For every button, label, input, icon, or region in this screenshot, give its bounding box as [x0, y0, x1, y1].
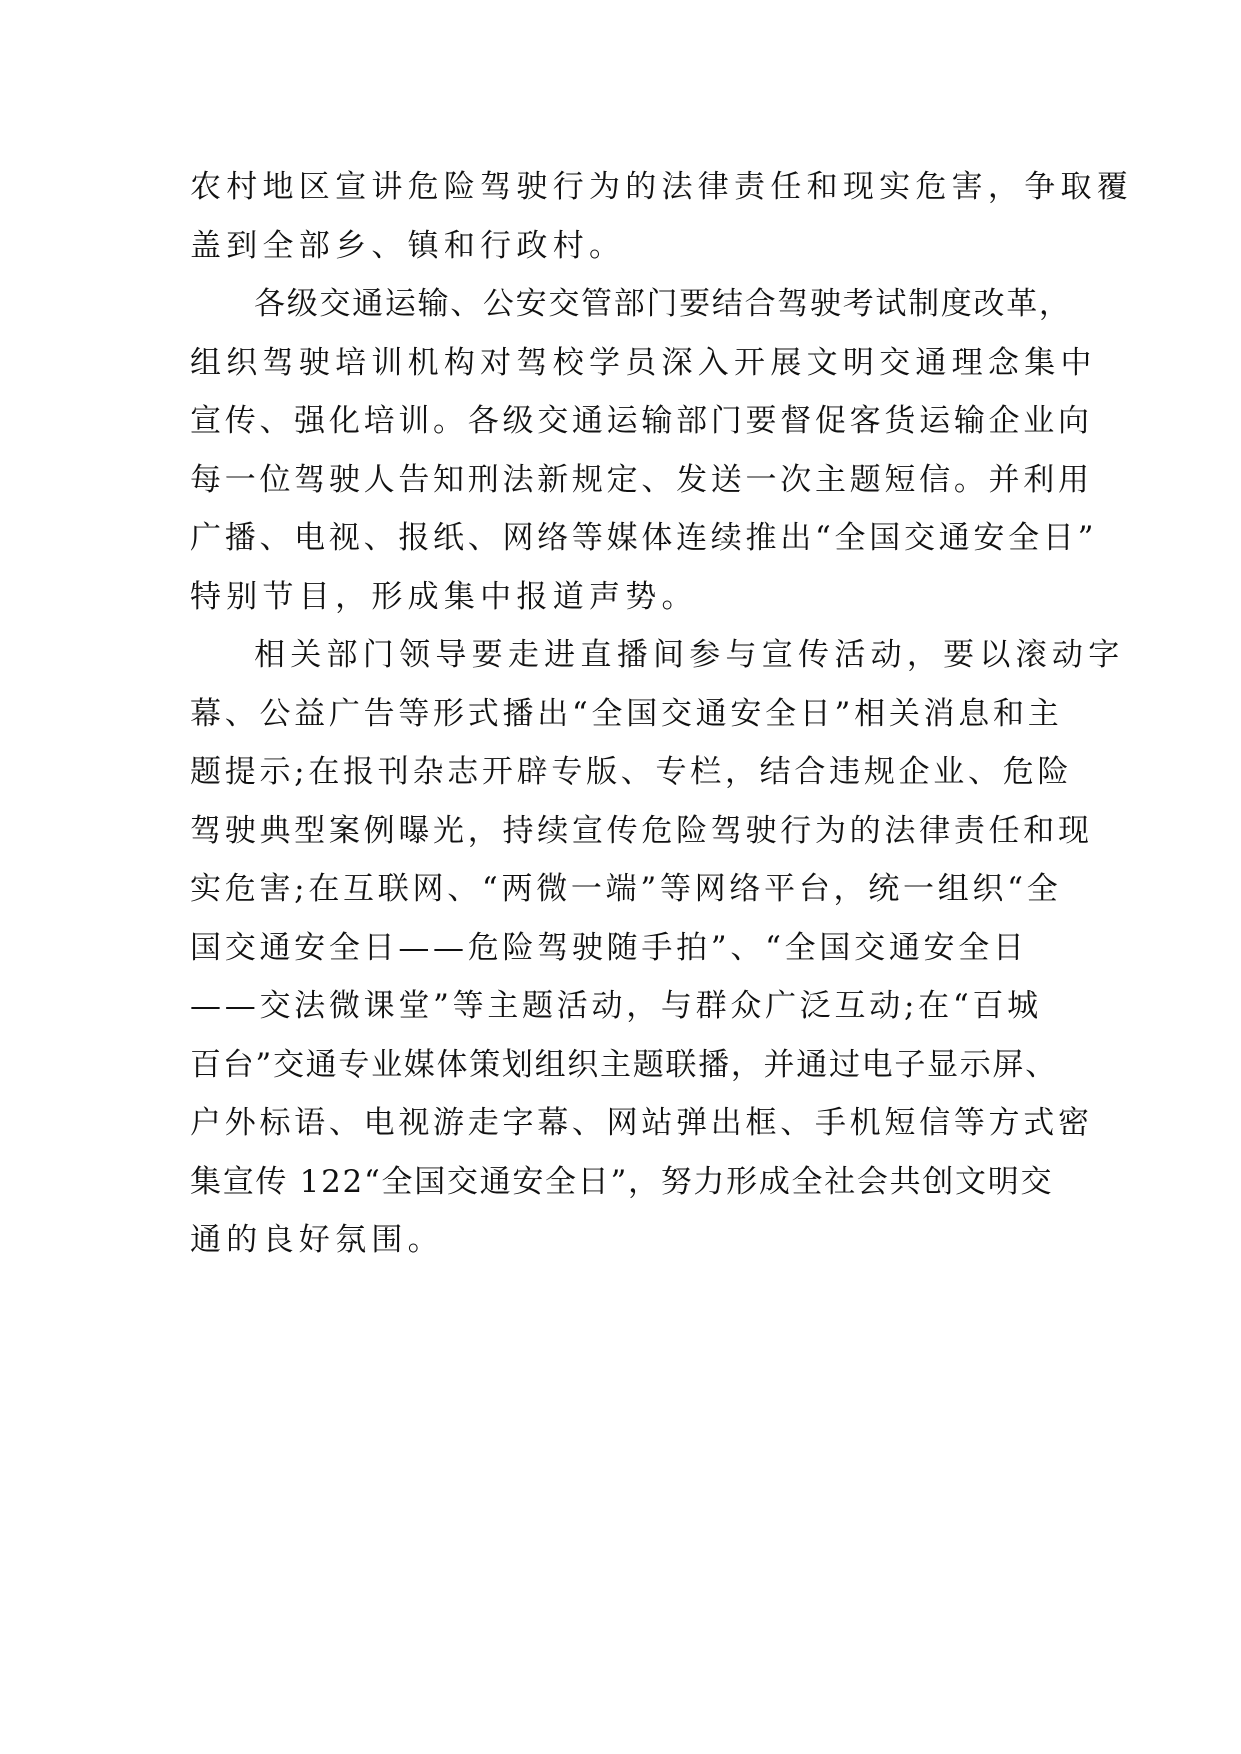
- text-line: 驾驶典型案例曝光，持续宣传危险驾驶行为的法律责任和现: [190, 812, 1093, 849]
- paragraph-3: [190, 626, 1125, 1270]
- text-line: 国交通安全日——危险驾驶随手拍”、“全国交通安全日: [190, 929, 1028, 966]
- paragraph-1: [190, 158, 1134, 275]
- text-line: 集宣传 122“全国交通安全日”，努力形成全社会共创文明交: [190, 1163, 1054, 1200]
- text-line: 每一位驾驶人告知刑法新规定、发送一次主题短信。并利用: [190, 461, 1093, 498]
- text-line: 盖到全部乡、镇和行政村。: [190, 227, 626, 264]
- text-line: 相关部门领导要走进直播间参与宣传活动，要以滚动字: [254, 637, 1125, 673]
- text-line: 广播、电视、报纸、网络等媒体连续推出“全国交通安全日”: [190, 520, 1098, 556]
- text-line: 百台”交通专业媒体策划组织主题联播，并通过电子显示屏、: [190, 1046, 1058, 1083]
- text-line: 幕、公益广告等形式播出“全国交通安全日”相关消息和主: [190, 695, 1063, 732]
- text-line: 特别节目，形成集中报道声势。: [190, 578, 698, 615]
- text-line: 题提示;在报刊杂志开辟专版、专栏，结合违规企业、危险: [190, 754, 1073, 790]
- text-line: 通的良好氛围。: [190, 1222, 444, 1258]
- text-line: 实危害;在互联网、“两微一端”等网络平台，统一组织“全: [190, 871, 1062, 907]
- body-text: [190, 158, 1134, 1270]
- text-line: 农村地区宣讲危险驾驶行为的法律责任和现实危害，争取覆: [190, 169, 1134, 205]
- text-line: 户外标语、电视游走字幕、网站弹出框、手机短信等方式密: [190, 1105, 1093, 1141]
- paragraph-2: [190, 275, 1098, 626]
- text-line: 组织驾驶培训机构对驾校学员深入开展文明交通理念集中: [190, 344, 1097, 381]
- text-line: 各级交通运输、公安交管部门要结合驾驶考试制度改革，: [254, 286, 1072, 322]
- text-line: 宣传、强化培训。各级交通运输部门要督促客货运输企业向: [190, 403, 1093, 439]
- text-line: ——交法微课堂”等主题活动，与群众广泛互动;在“百城: [190, 988, 1042, 1024]
